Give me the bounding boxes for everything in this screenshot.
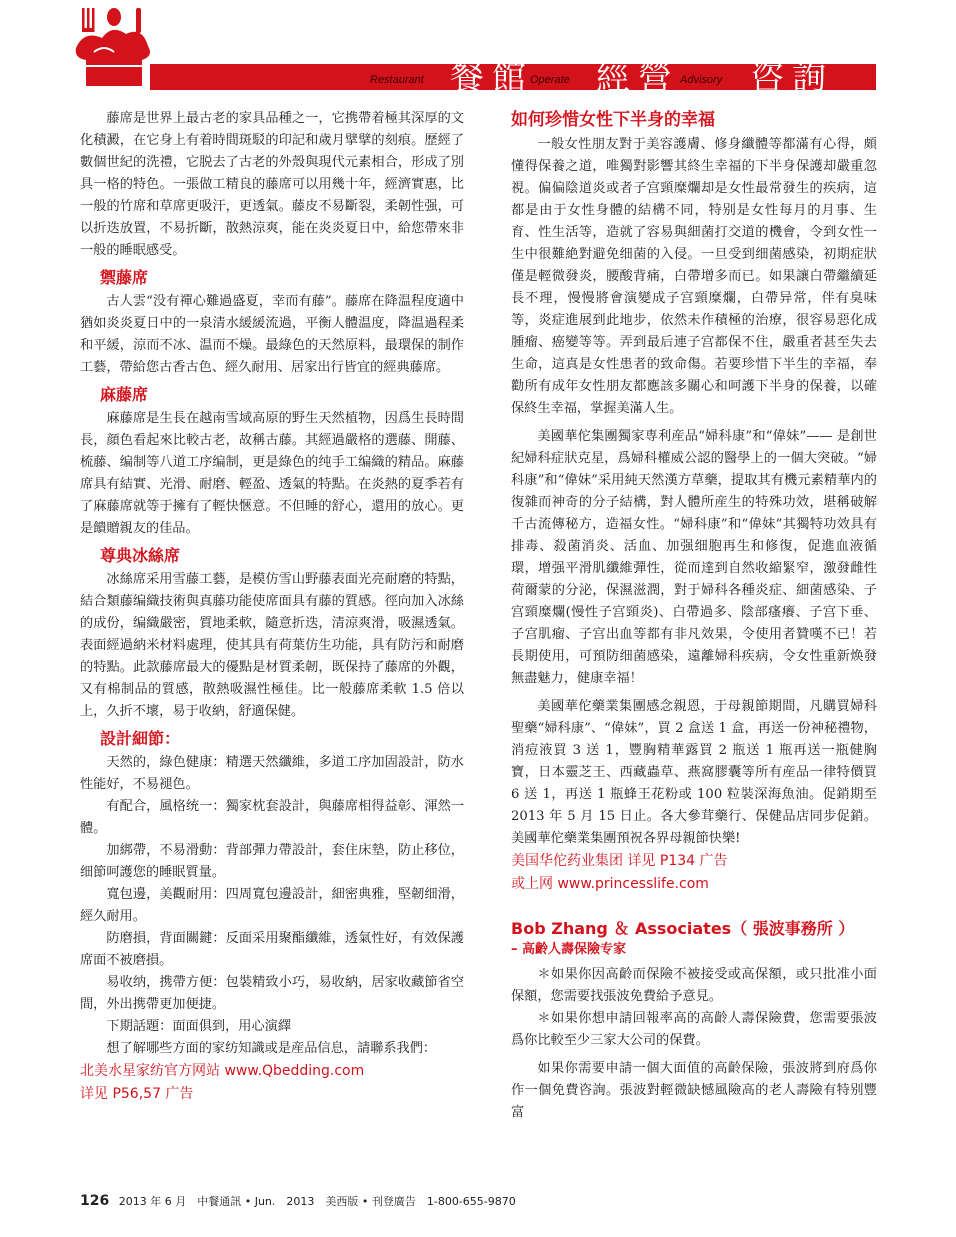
page-footer xyxy=(80,1193,516,1209)
section-body-ice-silk: 冰絲席采用雪藤工藝，是模仿雪山野藤表面光亮耐磨的特點，結合類藤编織技術與真藤功能使席面具有藤的質感。徑向加入冰絲的成份，编織嚴密，質地柔軟，隨意折迭，清涼爽滑，吸濕透氣。表面經過納米材料處理，使其具有荷葉仿生功能，具有防污和耐磨的特點。此款藤席最大的優點是材質柔韌，既保持了藤席的外觀，又有棉制品的質感，散熱吸濕性極佳。比一般藤席柔軟 1.5 倍以上，久折不壞，易于收納，舒適保健。 xyxy=(80,572,464,719)
article-paragraph: ＊如果你想申請回報率高的高齡人壽保險費，您需要張波爲你比較至少三家大公司的保費。 xyxy=(511,1011,877,1048)
article-paragraph: 如果你需要申請一個大面值的高齡保險，張波將到府爲你作一個免費咨詢。張波對輕微缺憾風險高的老人壽險有特别豐富 xyxy=(511,1061,877,1120)
article-paragraph: ＊如果你因高齡而保險不被接受或高保額，或只批准小面保額，您需要找張波免費給予意見。 xyxy=(511,967,877,1004)
detail-item: 有配合，風格统一：獨家枕套設計，與藤席相得益彰、渾然一體。 xyxy=(80,799,464,836)
detail-item: 寬包邊，美觀耐用：四周寬包邊設計，細密典雅，堅韌细滑，經久耐用。 xyxy=(80,887,464,924)
header-zh-advisory: 咨詢 xyxy=(750,58,834,98)
section-title-ice-silk: 尊典冰絲席 xyxy=(100,546,181,565)
intro-paragraph: 藤席是世界上最古老的家具品種之一，它携帶着極其深厚的文化積澱，在它身上有着時間斑駁的印記和歲月擘擘的刻痕。歷經了數個世紀的洗禮，它脱去了古老的外殼與現代元素相合，形成了別具一格的特色。一張做工精良的藤席可以用幾十年，經濟實惠，比一般的竹席和草席更吸汗，更透氣。藤皮不易斷裂，柔韌性强，可以折迭放置，不易折斷，散熱涼爽，能在炎炎夏日中，給您帶來非一般的睡眠感受。 xyxy=(80,111,464,258)
article-title-womens-health: 如何珍惜女性下半身的幸福 xyxy=(511,110,715,130)
header-zh-operate: 經營 xyxy=(596,58,680,98)
page-number: 126 xyxy=(80,1193,110,1209)
detail-item: 易收纳，携帶方便：包裝精致小巧，易收納，居家收藏節省空間，外出携帶更加便捷。 xyxy=(80,975,464,1012)
section-body-yu-rattan: 古人雲“没有禪心難過盛夏，幸而有藤”。藤席在降温程度適中猶如炎炎夏日中的一泉清水緩緩流過，平衡人體温度，降温過程柔和平緩，涼而不冰、温而不燥。最綠色的天然原料，最環保的制作工藝，帶給您古香古色、經久耐用、居家出行皆宜的經典藤席。 xyxy=(80,294,464,375)
contact-text: 想了解哪些方面的家纺知識或是産品信息，請聯系我們： xyxy=(106,1041,437,1056)
article-subtitle-bob-zhang: – 高齡人壽保險专家 xyxy=(511,942,627,957)
detail-item: 加綁帶，不易滑動：背部彈力帶設計，套住床墊，防止移位，细節呵護您的睡眠質量。 xyxy=(80,843,464,880)
section-title-hemp-rattan: 麻藤席 xyxy=(100,385,149,404)
article-paragraph: 美國華佗集團獨家専利産品“婦科康”和“偉妹”—— 是創世紀婦科症狀克星，爲婦科權威公認的醫學上的一個大突破。“婦科康”和“偉妹”采用純天然漢方草藥，提取其有機元素精華内的復雜而神奇的分子結構，對人體所産生的特殊功效，堪稱破解千古流傳秘方，造福女性。“婦科康”和“偉妹”其獨特功效具有排毒、殺菌消炎、活血、加强细胞再生和修復，促進血液循環，增强平滑肌纖維彈性，從而達到自然收縮緊窄，激發雌性荷爾蒙的分泌，保濕滋潤，對于婦科各種炎症、細菌感染、子宫頸糜爛(慢性子宫頸炎)、白帶過多、陰部瘙癢、子宫下垂、子宫肌瘤、子宫出血等都有非凡效果，令使用者贊嘆不已！若長期使用，可預防细菌感染，遠離婦科疾病，令女性重新焕發無盡魅力，健康幸福！ xyxy=(511,429,877,686)
footer-text: 2013 年 6 月 中餐通訊 • Jun. 2013 美西版 • 刊登廣告 1-800-655-9870 xyxy=(118,1195,516,1208)
header-zh-restaurant: 餐館 xyxy=(450,58,534,98)
next-topic: 下期話題：面面俱到，用心演繹 xyxy=(106,1019,292,1034)
section-title-yu-rattan: 禦藤席 xyxy=(100,268,149,287)
article-paragraph: 美國華佗藥業集團感念親恩，于母親節期間，凡購買婦科聖藥“婦科康”、“偉妹”，買 2 盒送 1 盒，再送一份神秘禮物，消痘液買 3 送 1，豐胸精華露買 2 瓶送 1 瓶再送一瓶健胸寶，日本靈芝王、西藏蟲草、燕窩膠囊等所有産品一律特價買 6 送 1，再送 1 瓶蜂王花粉或 100 粒裝深海魚油。促銷期至 2013 年 5 月 15 日止。各大參茸藥行、保健品店同步促銷。美國華佗藥業集團預祝各界母親節快樂! xyxy=(511,699,877,846)
section-title-design-details: 設計細節： xyxy=(100,729,181,748)
detail-item: 天然的，綠色健康：精選天然纖維，多道工序加固設計，防水性能好，不易褪色。 xyxy=(80,755,464,792)
header-en-restaurant: Restaurant xyxy=(370,74,424,86)
qbedding-link[interactable]: 北美水星家纺官方网站 www.Qbedding.com xyxy=(80,1063,365,1079)
article-paragraph: 一般女性朋友對于美容護膚、修身纖體等都滿有心得，頗懂得保養之道，唯獨對影響其終生幸福的下半身保護却嚴重忽視。偏偏陰道炎或者子宫頸糜爛却是女性最常發生的疾病，這都是由于女性身體的結構不同，特别是女性每月的月事、生育、性生活等，造就了容易與細菌打交道的機會，令到女性一生中很難絶對避免细菌的入侵。一旦受到细菌感染，初期症狀僅是輕微發炎，腰酸背痛，白帶增多而已。如果讓白帶繼續延長不理，慢慢將會演變成子宫頸糜爛，白帶异常，伴有臭味等，炎症進展到此地步，依然未作積極的治療，很容易惡化成腫瘤、癌變等等。弄到最后連子宫都保不住，嚴重者甚至失去生命，這真是女性患者的致命傷。若要珍惜下半生的幸福，奉勸所有成年女性朋友都應該多關心和呵護下半身的保養，以確保終生幸福，掌握美滿人生。 xyxy=(511,137,877,416)
detail-item: 防磨損，背面關鍵：反面采用聚酯纖維，透氣性好，有效保護席面不被磨損。 xyxy=(80,931,464,968)
huatuo-ad-reference: 美国华佗药业集团 详见 P134 广告 xyxy=(511,853,728,869)
left-column xyxy=(80,108,464,1106)
article-title-bob-zhang: Bob Zhang ＆ Associates（ 張波事務所 ） xyxy=(511,919,855,938)
section-header-bar xyxy=(150,58,876,98)
princesslife-link[interactable]: 或上网 www.princesslife.com xyxy=(511,876,709,892)
header-en-advisory: Advisory xyxy=(680,74,723,86)
section-body-hemp-rattan: 麻藤席是生長在越南雪域高原的野生天然植物，因爲生長時間長，顔色看起來比較古老，故稱古藤。其經過嚴格的選藤、開藤、梳藤、编制等八道工序编制，更是綠色的纯手工编織的精品。麻藤席具有結實、光滑、耐磨、輕盈、透氣的特點。在炎熱的夏季若有了麻藤席就等于擁有了輕快愜意。不但睡的舒心，還用的放心。更是饋贈親友的佳品。 xyxy=(80,411,464,536)
qbedding-ad-reference: 详见 P56,57 广告 xyxy=(80,1086,194,1102)
right-column xyxy=(511,108,877,1124)
header-en-operate: Operate xyxy=(530,74,570,86)
